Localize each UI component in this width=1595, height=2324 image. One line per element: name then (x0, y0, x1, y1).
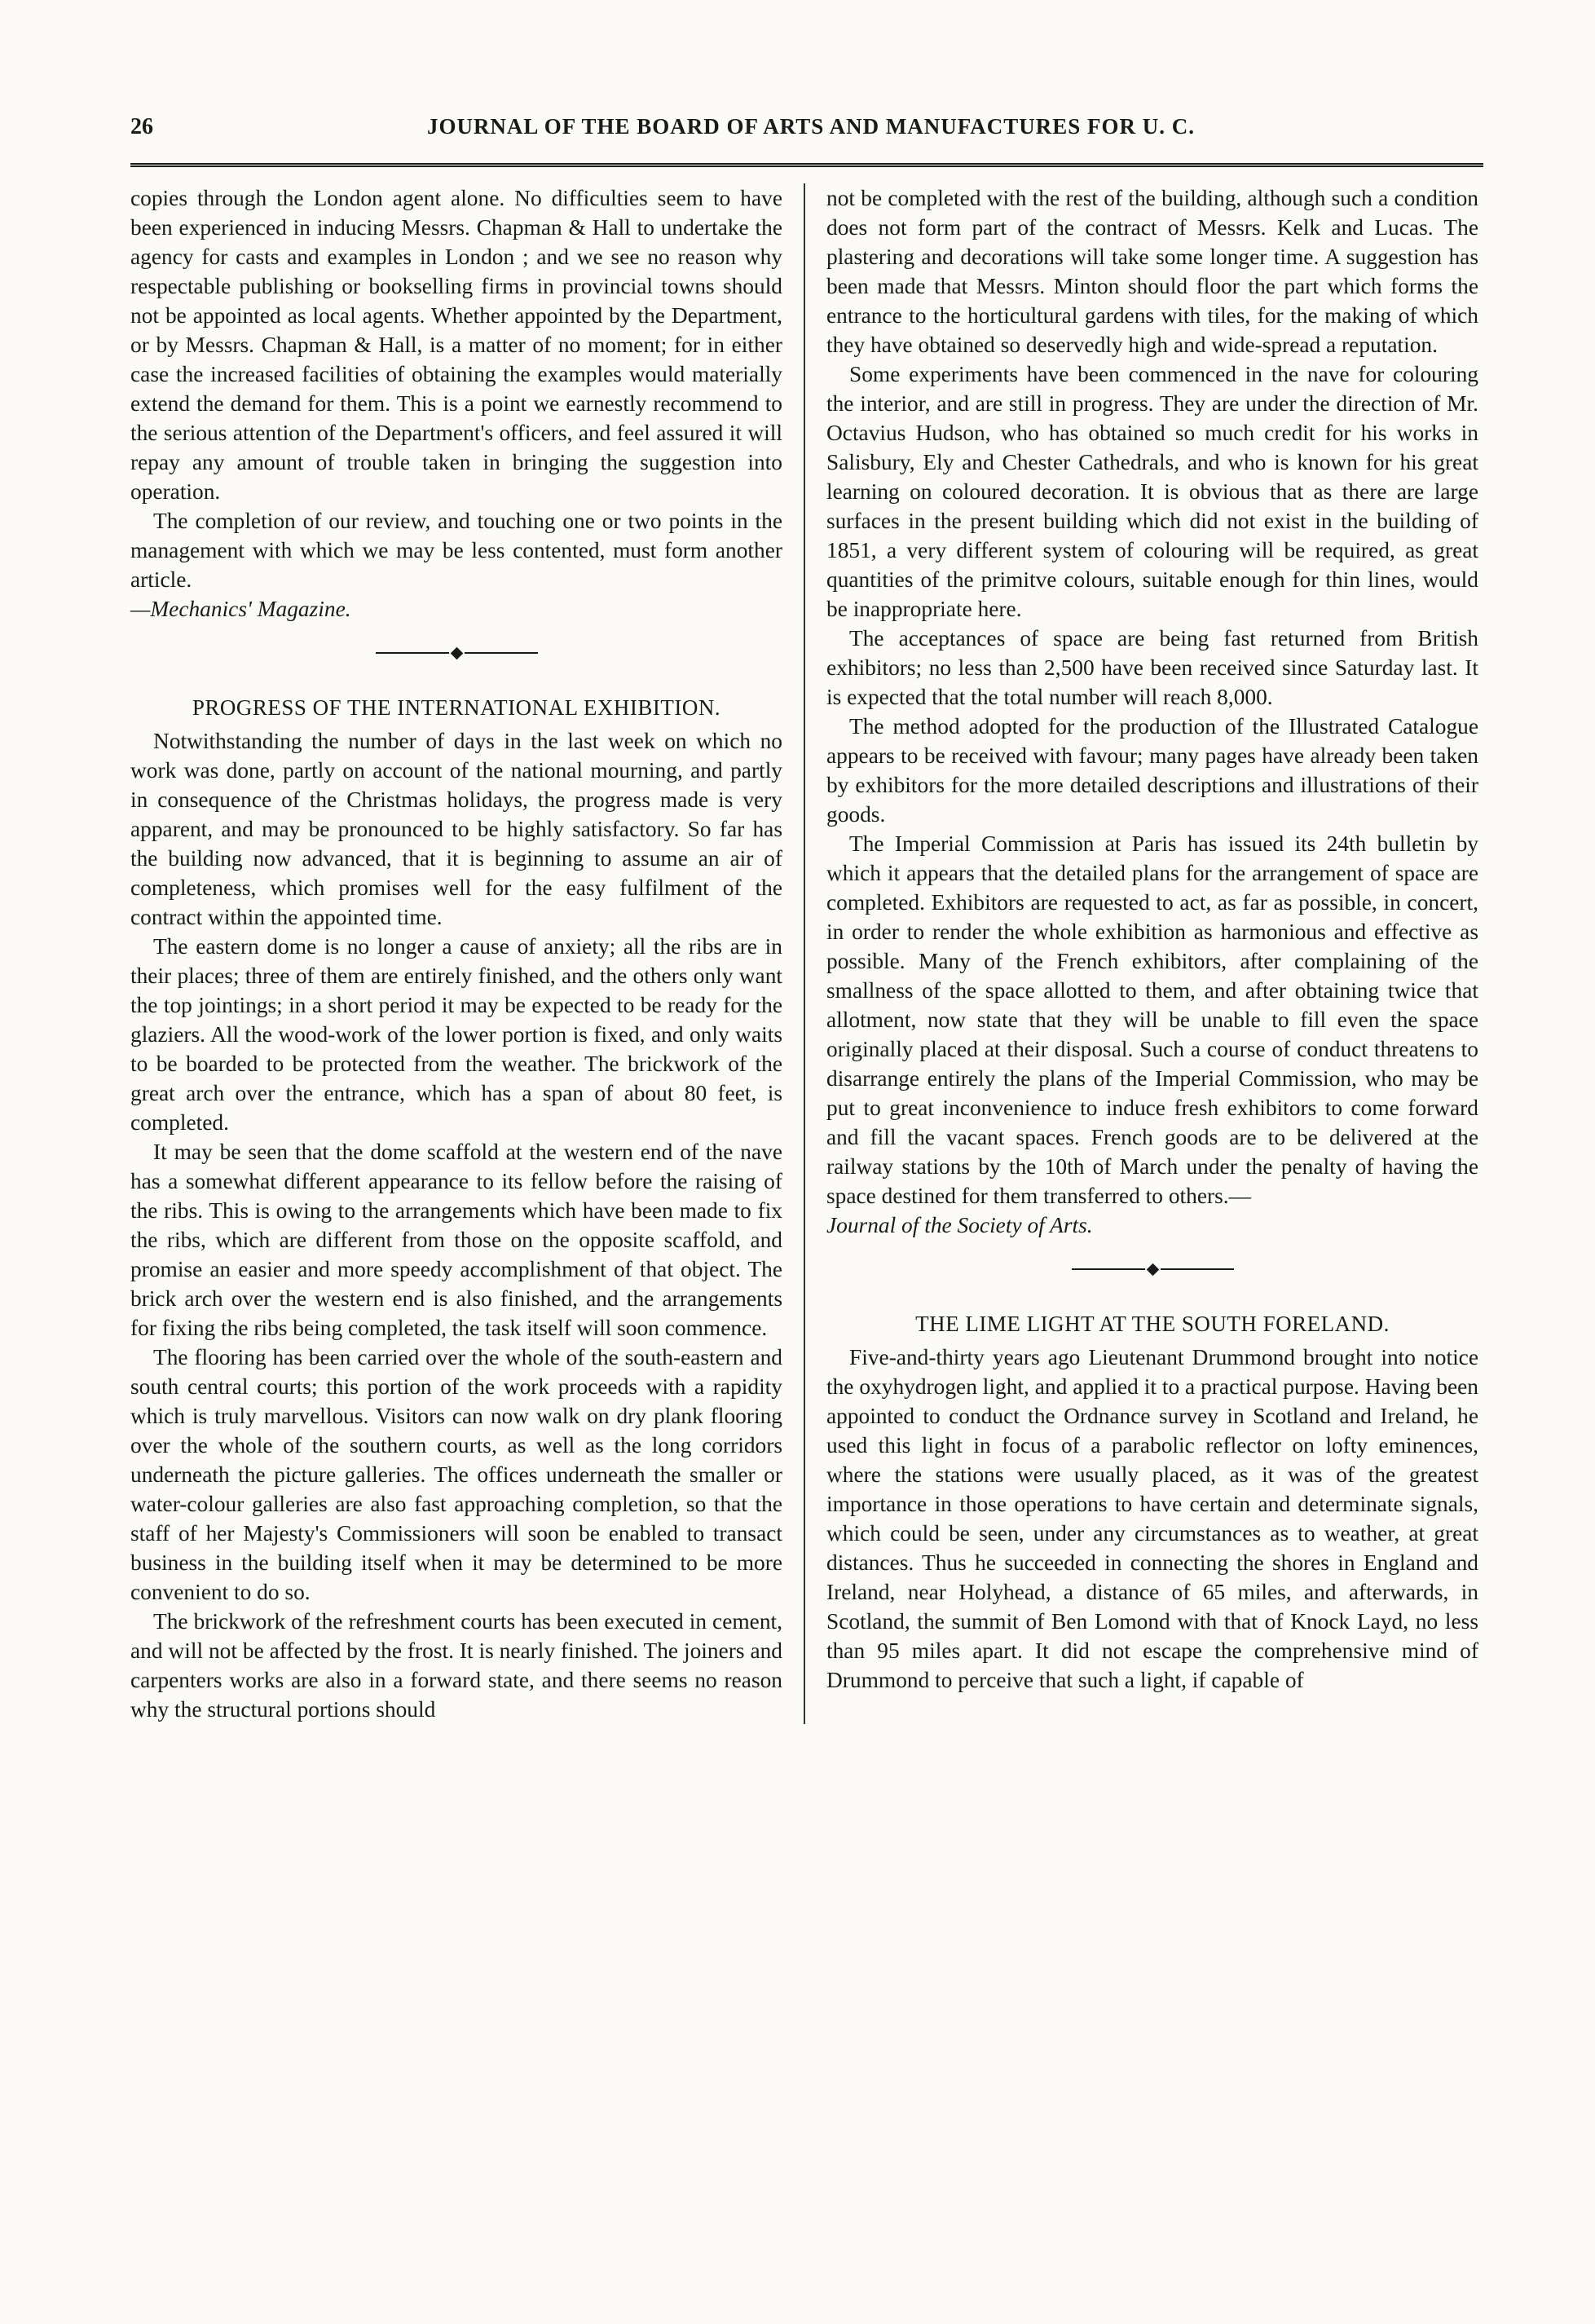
right-column (805, 183, 1478, 1724)
running-head (130, 114, 1483, 167)
paragraph: copies through the London agent alone. No difficulties seem to have been experienced in inducing Messrs. Chapman & Hall to undertake the agency for casts and examples in London ; and we see no reason why respectable publishing or bookselling firms in provincial towns should not be appointed as local agents. Whether appointed by the Department, or by Messrs. Chapman & Hall, is a matter of no moment; for in either case the increased facilities of obtaining the examples would materially extend the demand for them. This is a point we earnestly recommend to the serious attention of the Department's officers, and feel assured it will repay any amount of trouble taken in bringing the suggestion into operation. (130, 186, 782, 504)
article-heading: THE LIME LIGHT AT THE SOUTH FORELAND. (915, 1312, 1390, 1336)
paragraph: It may be seen that the dome scaffold at the western end of the nave has a somewhat different appearance to its fellow before the raising of the ribs. This is owing to the arrangements which have been made to fix the ribs, which are different from those on the opposite scaffold, and promise an easier and more speedy accomplishment of that object. The brick arch over the western end is also finished, and the arrangements for fixing the ribs being completed, the task itself will soon commence. (130, 1140, 782, 1340)
page-number: 26 (130, 114, 153, 139)
source-attribution: Journal of the Society of Arts. (826, 1213, 1093, 1237)
section-divider (130, 637, 782, 669)
paragraph: The Imperial Commission at Paris has issued its 24th bulletin by which it appears that the detailed plans for the arrangement of space are completed. Exhibitors are requested to act, as far as possible, in concert, in order to render the whole exhibition as harmonious and effective as possible. Many of the French exhibitors, after complaining of the smallness of the space allotted to them, and after obtaining twice that allotment, now state that they will be unable to fill even the space originally placed at their disposal. Such a course of conduct threatens to disarrange entirely the plans of the Imperial Commission, who may be put to great inconvenience to induce fresh exhibitors to come forward and fill the vacant spaces. French goods are to be delivered at the railway stations by the 10th of March under the penalty of having the space destined for them transferred to others.— (826, 831, 1478, 1208)
paragraph: Notwithstanding the number of days in the last week on which no work was done, partly on account of the national mourning, and partly in consequence of the Christmas holidays, the progress made is very apparent, and may be pronounced to be highly satisfactory. So far has the building now advanced, that it is beginning to assume an air of completeness, which promises well for the easy fulfilment of the contract within the appointed time. (130, 729, 782, 929)
paragraph: Some experiments have been commenced in the nave for colouring the interior, and are still in progress. They are under the direction of Mr. Octavius Hudson, who has obtained so much credit for his works in Salisbury, Ely and Chester Cathedrals, and who is known for his great learning on coloured decoration. It is obvious that as there are large surfaces in the present building which did not exist in the building of 1851, a very different system of colouring will be required, as great quantities of the primitve colours, suitable enough for thin lines, would be inappropriate here. (826, 362, 1478, 621)
journal-title: JOURNAL OF THE BOARD OF ARTS AND MANUFACTURES FOR U. C. (426, 114, 1196, 139)
article-heading: PROGRESS OF THE INTERNATIONAL EXHIBITION. (192, 695, 721, 720)
paragraph: The eastern dome is no longer a cause of anxiety; all the ribs are in their places; three of them are entirely finished, and the others only want the top jointings; in a short period it may be expected to be ready for the glaziers. All the wood-work of the lower portion is fixed, and only waits to be boarded to be protected from the weather. The brickwork of the great arch over the entrance, which has a span of about 80 feet, is completed. (130, 934, 782, 1135)
paragraph: The method adopted for the production of the Illustrated Catalogue appears to be received with favour; many pages have already been taken by exhibitors for the more detailed descriptions and illustrations of their goods. (826, 714, 1478, 827)
paragraph: The completion of our review, and touching one or two points in the management with which we may be less contented, must form another article. (130, 509, 782, 592)
paragraph: not be completed with the rest of the building, although such a condition does not form part of the contract of Messrs. Kelk and Lucas. The plastering and decorations will take some longer time. A suggestion has been made that Messrs. Minton should floor the part which forms the entrance to the horticultural gardens with tiles, for the making of which they have obtained so deservedly high and wide-spread a reputation. (826, 186, 1478, 357)
section-divider (826, 1253, 1478, 1285)
text-columns (130, 183, 1483, 1724)
paragraph: The brickwork of the refreshment courts has been executed in cement, and will not be affected by the frost. It is nearly finished. The joiners and carpenters works are also in a forward state, and there seems no reason why the structural portions should (130, 1609, 782, 1722)
journal-page (130, 114, 1483, 1724)
paragraph: Five-and-thirty years ago Lieutenant Drummond brought into notice the oxyhydrogen light, and applied it to a practical purpose. Having been appointed to conduct the Ordnance survey in Scotland and Ireland, he used this light in focus of a parabolic reflector on lofty eminences, where the stations were usually placed, as it was of the greatest importance in those operations to have certain and determinate signals, which could be seen, under any circumstances as to weather, at great distances. Thus he succeeded in connecting the shores in England and Ireland, near Holyhead, a distance of 65 miles, and afterwards, in Scotland, the summit of Ben Lomond with that of Knock Layd, no less than 95 miles apart. It did not escape the comprehensive mind of Drummond to perceive that such a light, if capable of (826, 1345, 1478, 1692)
source-attribution: —Mechanics' Magazine. (130, 597, 351, 621)
left-column (130, 183, 804, 1724)
paragraph: The acceptances of space are being fast returned from British exhibitors; no less than 2,500 have been received since Saturday last. It is expected that the total number will reach 8,000. (826, 626, 1478, 709)
paragraph: The flooring has been carried over the whole of the south-eastern and south central courts; this portion of the work proceeds with a rapidity which is truly marvellous. Visitors can now walk on dry plank flooring over the whole of the southern courts, as well as the long corridors underneath the picture galleries. The offices underneath the smaller or water-colour galleries are also fast approaching completion, so that the staff of her Majesty's Commissioners will soon be enabled to transact business in the building itself when it may be determined to be more convenient to do so. (130, 1345, 782, 1604)
